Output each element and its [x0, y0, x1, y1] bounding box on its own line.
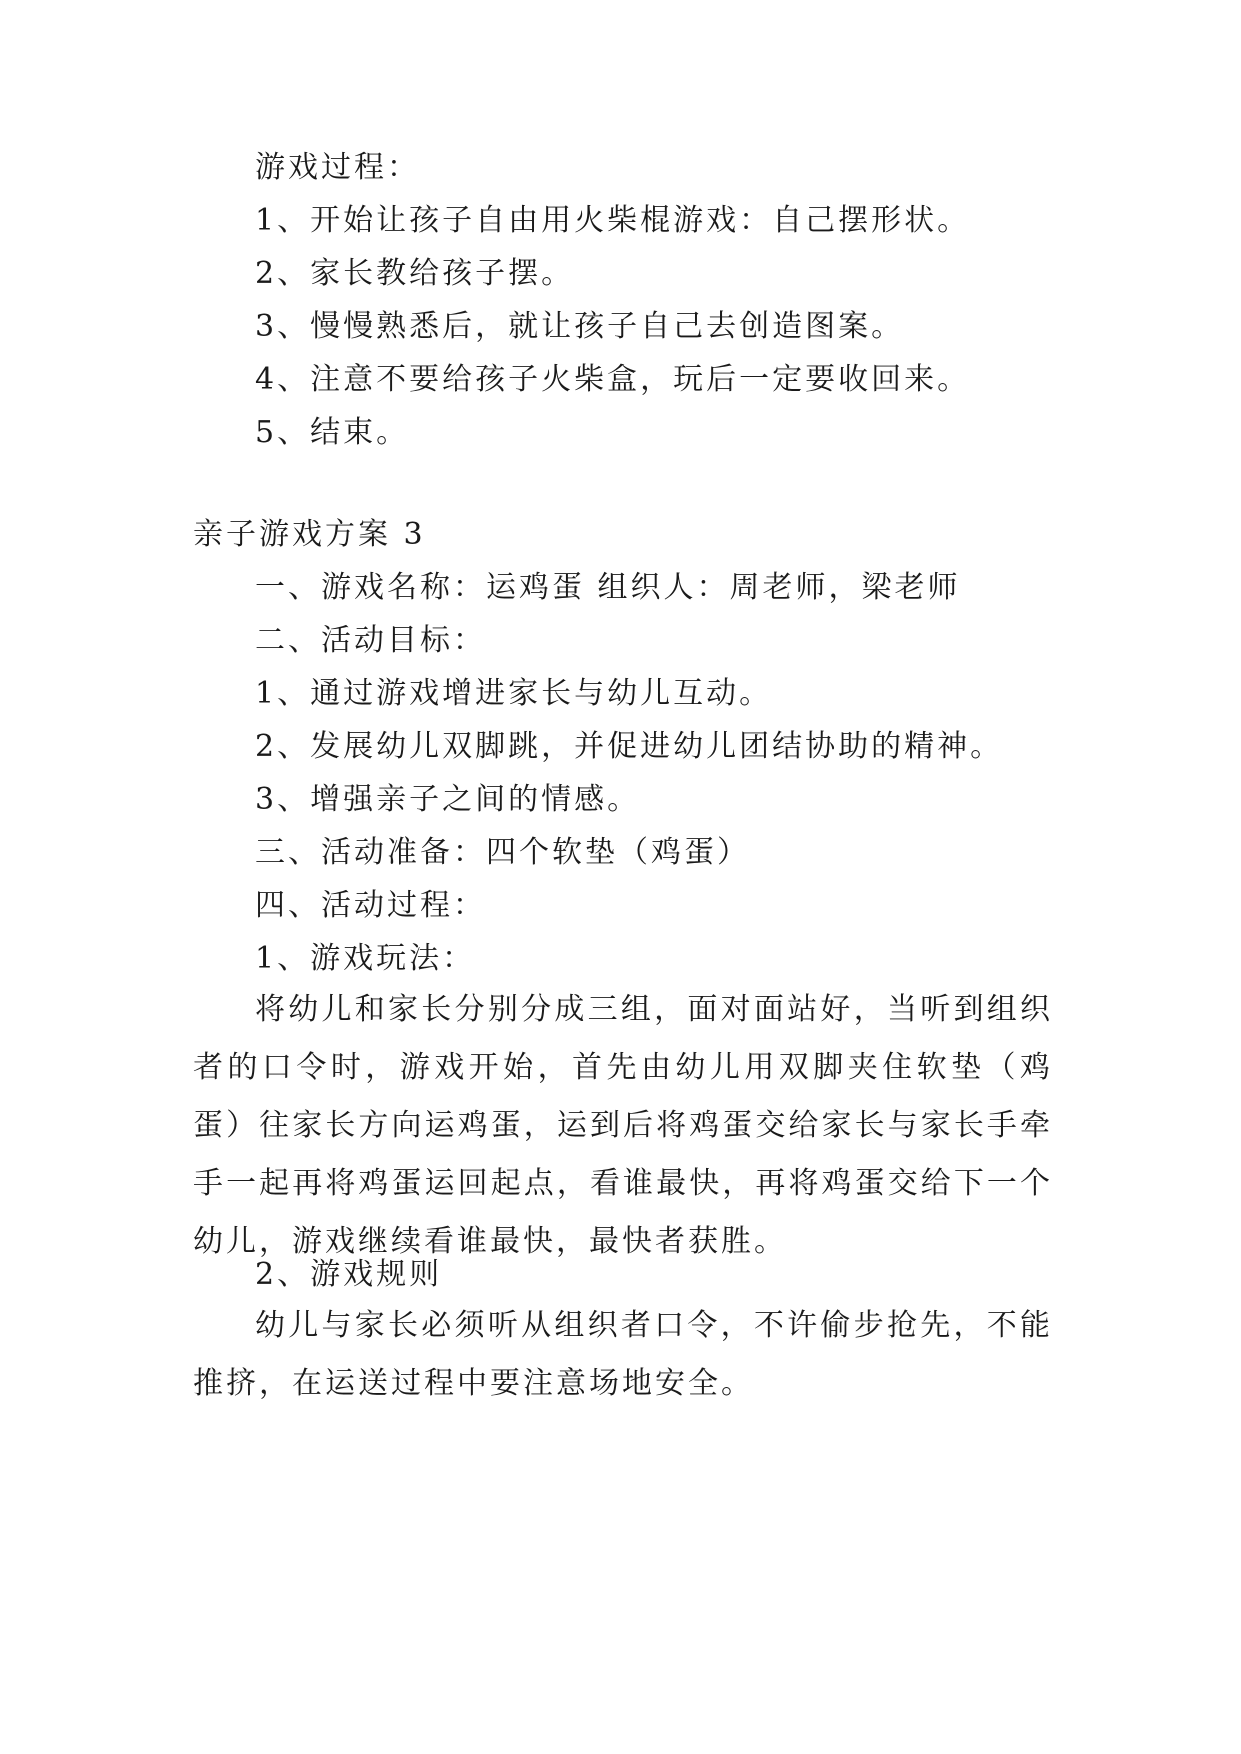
game-name-line: 一、游戏名称：运鸡蛋 组织人：周老师，梁老师 [255, 570, 961, 605]
play-heading: 1、游戏玩法： [255, 941, 476, 976]
process-heading-4: 四、活动过程： [255, 888, 486, 923]
process-heading: 游戏过程： [255, 150, 420, 185]
goals-heading: 二、活动目标： [255, 623, 486, 658]
rules-paragraph: 幼儿与家长必须听从组织者口令，不许偷步抢先，不能推挤，在运送过程中要注意场地安全。 [193, 1308, 1053, 1401]
goal-item: 3、增强亲子之间的情感。 [255, 782, 641, 817]
goal-item: 2、发展幼儿双脚跳，并促进幼儿团结协助的精神。 [255, 729, 1004, 764]
goal-item: 1、通过游戏增进家长与幼儿互动。 [255, 676, 773, 711]
play-paragraph: 将幼儿和家长分别分成三组，面对面站好，当听到组织者的口令时，游戏开始，首先由幼儿用双脚夹住软垫（鸡蛋）往家长方向运鸡蛋，运到后将鸡蛋交给家长与家长手牵手一起再将鸡蛋运回起点，看谁最快，再将鸡蛋交给下一个幼儿，游戏继续看谁最快，最快者获胜。 [193, 992, 1053, 1259]
step-item: 4、注意不要给孩子火柴盒，玩后一定要收回来。 [255, 362, 971, 397]
step-item: 5、结束。 [255, 415, 410, 450]
step-item: 3、慢慢熟悉后，就让孩子自己去创造图案。 [255, 309, 905, 344]
rules-heading: 2、游戏规则 [255, 1257, 443, 1292]
preparation-line: 三、活动准备：四个软垫（鸡蛋） [255, 835, 750, 870]
section-title: 亲子游戏方案 3 [193, 517, 426, 552]
step-item: 1、开始让孩子自由用火柴棍游戏：自己摆形状。 [255, 203, 971, 238]
step-item: 2、家长教给孩子摆。 [255, 256, 575, 291]
